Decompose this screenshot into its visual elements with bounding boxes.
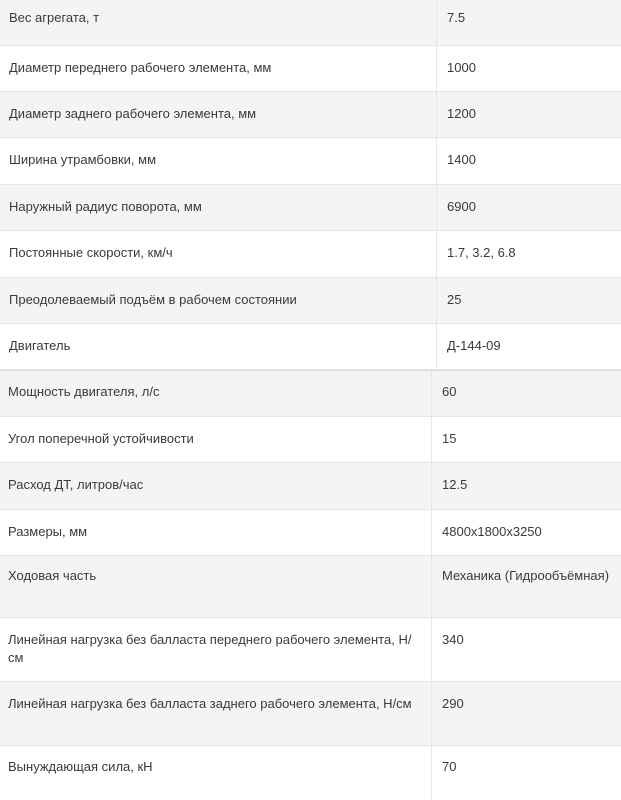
row-value: Д-144-09 — [447, 338, 501, 353]
row-label: Диаметр заднего рабочего элемента, мм — [0, 92, 437, 137]
row-value: 25 — [447, 292, 462, 307]
spec-table-part-1 — [0, 0, 621, 370]
table-row — [0, 510, 621, 556]
row-label: Угол поперечной устойчивости — [0, 417, 432, 462]
row-label: Вес агрегата, т — [0, 0, 437, 45]
table-row — [0, 278, 621, 324]
row-label: Линейная нагрузка без балласта заднего рабочего элемента, Н/см — [0, 682, 432, 745]
row-value: 4800x1800x3250 — [442, 524, 542, 539]
row-label: Расход ДТ, литров/час — [0, 463, 432, 509]
row-value: 1400 — [447, 152, 476, 167]
row-label: Вынуждающая сила, кН — [0, 746, 432, 800]
row-value: Механика (Гидрообъёмная) — [442, 568, 610, 583]
table-row — [0, 0, 621, 46]
table-row — [0, 417, 621, 463]
table-row — [0, 46, 621, 92]
table-row — [0, 463, 621, 510]
table-row — [0, 185, 621, 231]
row-value: 290 — [442, 696, 464, 711]
row-value: 12.5 — [442, 477, 468, 492]
row-label: Мощность двигателя, л/с — [0, 371, 432, 416]
row-value: 340 — [442, 632, 464, 647]
row-label: Ширина утрамбовки, мм — [0, 138, 437, 184]
row-label: Линейная нагрузка без балласта переднего рабочего элемента, Н/см — [0, 618, 432, 681]
row-value: 70 — [442, 759, 457, 774]
row-value: 15 — [442, 431, 457, 446]
row-label: Двигатель — [0, 324, 437, 369]
row-value: 7.5 — [447, 10, 466, 25]
row-value: 1000 — [447, 60, 476, 75]
row-label: Наружный радиус поворота, мм — [0, 185, 437, 230]
table-row — [0, 371, 621, 417]
table-row — [0, 618, 621, 682]
table-row — [0, 231, 621, 278]
table-row — [0, 746, 621, 800]
table-row — [0, 556, 621, 618]
table-row — [0, 138, 621, 185]
table-row — [0, 682, 621, 746]
spec-table-part-2 — [0, 371, 621, 800]
row-label: Диаметр переднего рабочего элемента, мм — [0, 46, 437, 91]
row-value: 60 — [442, 384, 457, 399]
row-label: Постоянные скорости, км/ч — [0, 231, 437, 277]
table-row — [0, 92, 621, 138]
row-label: Размеры, мм — [0, 510, 432, 555]
row-value: 1200 — [447, 106, 476, 121]
row-label: Преодолеваемый подъём в рабочем состоянии — [0, 278, 437, 323]
row-value: 1.7, 3.2, 6.8 — [447, 245, 516, 260]
row-value: 6900 — [447, 199, 476, 214]
table-row — [0, 324, 621, 370]
row-label: Ходовая часть — [0, 556, 432, 617]
